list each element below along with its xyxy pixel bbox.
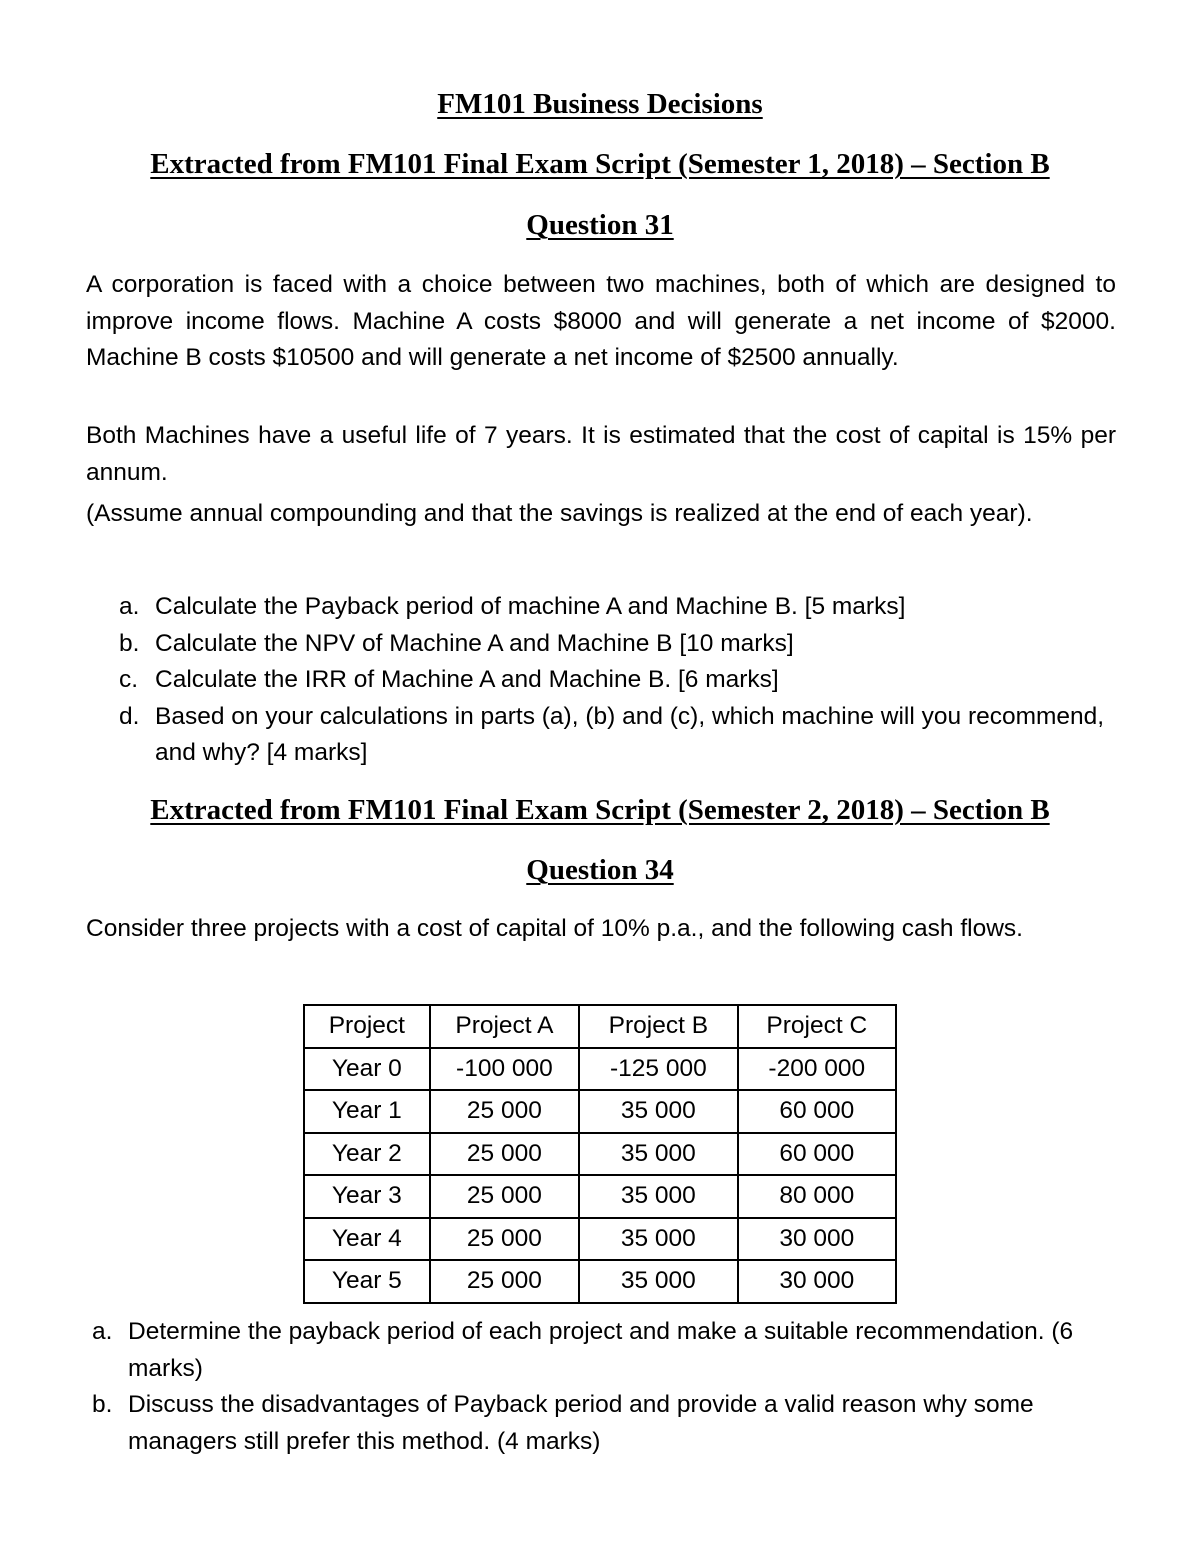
table-header-cell: Project A <box>430 1005 579 1048</box>
part-text: Calculate the IRR of Machine A and Machine B. [6 marks] <box>155 666 779 693</box>
table-cell: Year 5 <box>304 1260 430 1303</box>
table-cell: 25 000 <box>430 1218 579 1261</box>
part-text: Based on your calculations in parts (a), (b) and (c), which machine will you recommend, and why? [4 marks] <box>155 702 1105 766</box>
table-header-cell: Project <box>304 1005 430 1048</box>
section2-extract-heading: Extracted from FM101 Final Exam Script (Semester 2, 2018) – Section B <box>150 794 1050 826</box>
part-text: Discuss the disadvantages of Payback period and provide a valid reason why some managers still prefer this method. (4 marks) <box>128 1391 1034 1455</box>
table-row <box>304 1175 896 1218</box>
part-text: Calculate the Payback period of machine A and Machine B. [5 marks] <box>155 593 906 620</box>
table-cell: 60 000 <box>738 1090 896 1133</box>
question-31-part-b <box>119 626 1109 663</box>
table-row <box>304 1090 896 1133</box>
table-cell: 35 000 <box>579 1260 737 1303</box>
table-cell: 25 000 <box>430 1175 579 1218</box>
table-row <box>304 1218 896 1261</box>
table-cell: 60 000 <box>738 1133 896 1176</box>
table-header-row <box>304 1005 896 1048</box>
table-cell: 35 000 <box>579 1133 737 1176</box>
part-marker: a. <box>119 593 140 620</box>
table-cell: -125 000 <box>579 1048 737 1091</box>
question-34-part-a <box>92 1314 1082 1387</box>
part-text: Calculate the NPV of Machine A and Machine B [10 marks] <box>155 629 794 657</box>
part-marker: a. <box>92 1318 113 1345</box>
section1-extract-heading: Extracted from FM101 Final Exam Script (Semester 1, 2018) – Section B <box>150 148 1050 180</box>
question-31-parts <box>119 589 1109 772</box>
table-cell: 25 000 <box>430 1260 579 1303</box>
table-cell: Year 0 <box>304 1048 430 1091</box>
question-31-paragraph-2: Both Machines have a useful life of 7 years. It is estimated that the cost of capital is 15% per annum. <box>86 422 1116 486</box>
course-title: FM101 Business Decisions <box>437 88 763 120</box>
question-34-heading: Question 34 <box>526 854 674 886</box>
table-cell: 35 000 <box>579 1090 737 1133</box>
question-31-part-c <box>119 662 1109 699</box>
table-cell: -200 000 <box>738 1048 896 1091</box>
table-cell: Year 1 <box>304 1090 430 1133</box>
table-cell: 35 000 <box>579 1175 737 1218</box>
question-34-parts <box>92 1314 1082 1460</box>
table-cell: 25 000 <box>430 1090 579 1133</box>
table-cell: 30 000 <box>738 1260 896 1303</box>
question-31-heading: Question 31 <box>526 209 674 241</box>
table-cell: Year 3 <box>304 1175 430 1218</box>
table-cell: 80 000 <box>738 1175 896 1218</box>
table-row <box>304 1048 896 1091</box>
question-31-part-a <box>119 589 1109 626</box>
table-cell: 30 000 <box>738 1218 896 1261</box>
table-cell: 25 000 <box>430 1133 579 1176</box>
part-text: Determine the payback period of each project and make a suitable recommendation. (6 marks) <box>128 1318 1074 1382</box>
cash-flow-table <box>303 1004 897 1304</box>
table-cell: Year 2 <box>304 1133 430 1176</box>
table-cell: Year 4 <box>304 1218 430 1261</box>
part-marker: d. <box>119 702 140 730</box>
question-31-paragraph-3: (Assume annual compounding and that the savings is realized at the end of each year). <box>86 500 1033 527</box>
question-34-intro: Consider three projects with a cost of capital of 10% p.a., and the following cash flows. <box>86 915 1023 942</box>
table-cell: 35 000 <box>579 1218 737 1261</box>
question-31-paragraph-1: A corporation is faced with a choice between two machines, both of which are designed to improve income flows. Machine A costs $8000 and will generate a net income of $2000. Machine B costs $10500 and will generate a net income of $2500 annually. <box>86 271 1116 371</box>
table-row <box>304 1260 896 1303</box>
part-marker: b. <box>92 1391 113 1418</box>
question-31-part-d <box>119 699 1109 772</box>
table-header-cell: Project B <box>579 1005 737 1048</box>
part-marker: b. <box>119 629 140 657</box>
table-cell: -100 000 <box>430 1048 579 1091</box>
table-header-cell: Project C <box>738 1005 896 1048</box>
question-34-part-b <box>92 1387 1082 1460</box>
table-row <box>304 1133 896 1176</box>
part-marker: c. <box>119 666 139 693</box>
